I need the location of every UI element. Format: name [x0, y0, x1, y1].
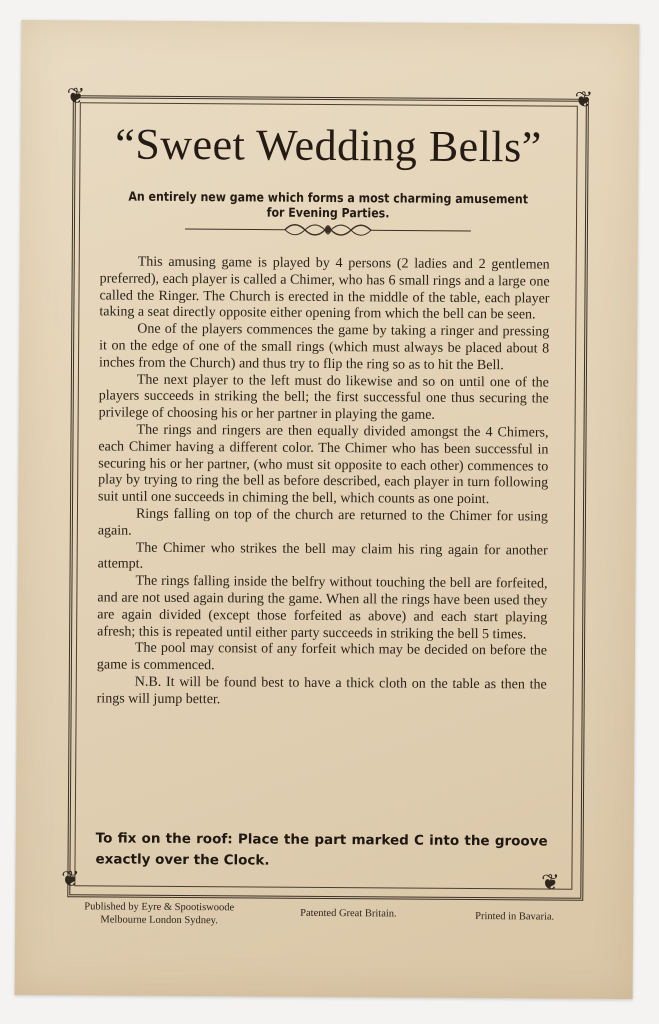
- ornamental-corner-icon: ❦: [574, 87, 594, 113]
- publisher-line: Published by Eyre & Spootiswoode: [84, 901, 235, 914]
- rules-paragraph: The next player to the left must do likewise and so on until one of the players succeeds in striking the bell; the first successful one thus securing the privilege of choosing his or her partner in playing the game.: [98, 372, 549, 423]
- rules-paragraph: The pool may consist of any forfeit which may be decided on before the game is commenced.: [96, 640, 548, 674]
- rules-paragraph: This amusing game is played by 4 persons (2 ladies and 2 gentlemen preferred), each player is called a Chimer, who has 6 small rings and a large one called the Ringer. The Church is erected in the middle of the table, each player taking a seat directly opposite either opening from which the bell can be seen.: [99, 254, 550, 323]
- rules-paragraph: The rings and ringers are then equally divided amongst the 4 Chimers, each Chimer having a different color. The Chimer who has been successful in securing his or her partner, (who must sit opposite to each other) commences to play by trying to ring the bell as before described, each player in turn following suit until one succeeds in chiming the bell, which counts as one point.: [98, 422, 549, 508]
- rules-paragraph: N.B. It will be found best to have a thick cloth on the table as then the rings will jump better.: [96, 674, 547, 707]
- scroll-divider-icon: [185, 217, 471, 243]
- page-title: “Sweet Wedding Bells”: [115, 119, 542, 172]
- printed-in-notice: Printed in Bavaria.: [475, 911, 555, 923]
- page-subtitle: An entirely new game which forms a most charming amusement for Evening Parties.: [128, 188, 529, 221]
- rules-paragraph: Rings falling on top of the church are returned to the Chimer for using again.: [97, 506, 549, 539]
- rules-body: [97, 254, 550, 711]
- rules-paragraph: One of the players commences the game by taking a ringer and pressing it on the edge of one of the small rings (which must always be placed about 8 inches from the Church) and thus try to flip the ring so as to hit the Bell.: [98, 321, 550, 374]
- leaflet-sheet: [15, 20, 640, 999]
- publisher-imprint: [59, 900, 259, 927]
- ornamental-corner-icon: ❦: [541, 870, 560, 896]
- patent-notice: Patented Great Britain.: [300, 907, 397, 920]
- ornamental-corner-icon: ❦: [66, 84, 86, 110]
- publisher-cities: Melbourne London Sydney.: [100, 914, 218, 927]
- rules-paragraph: The rings falling inside the belfry without touching the bell are forfeited, and are not used again during the game. When all the rings have been used they are again divided (except those forfeited as above) and each start playing afresh; this is repeated until either party succeeds in striking the bell 5 times.: [97, 573, 548, 642]
- roof-instruction: To fix on the roof: Place the part marked C into the groove exactly over the Clock.: [95, 830, 548, 869]
- rules-paragraph: The Chimer who strikes the bell may claim his ring again for another attempt.: [97, 540, 548, 573]
- ornamental-corner-icon: ❦: [61, 867, 80, 893]
